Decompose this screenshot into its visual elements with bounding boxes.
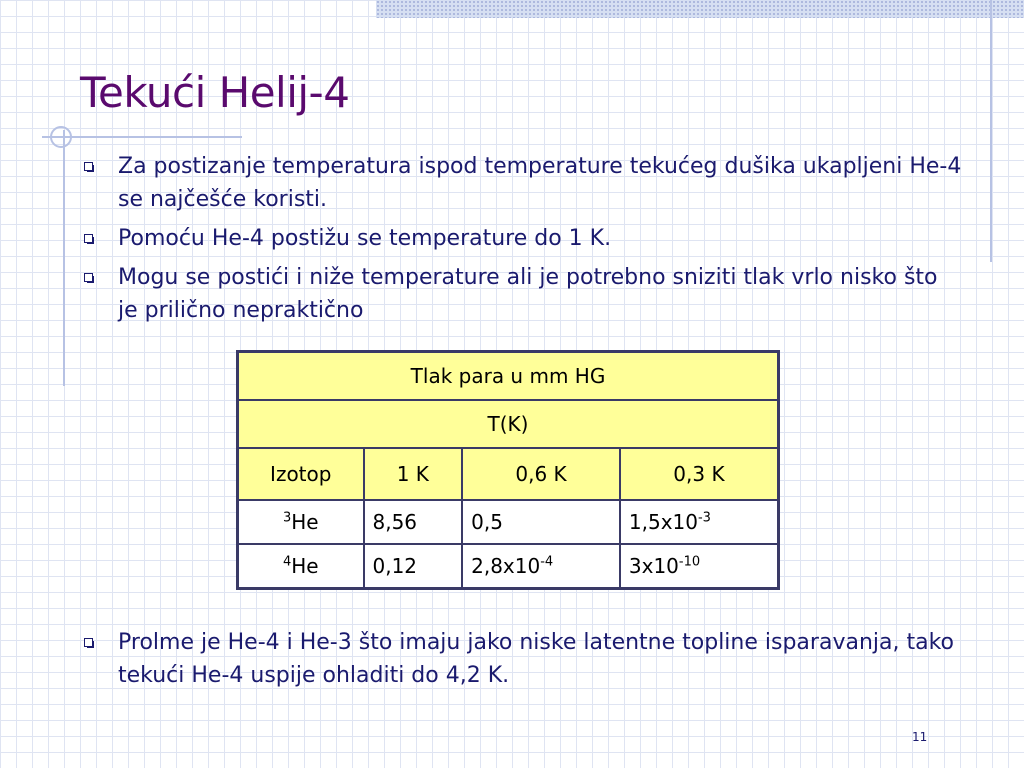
column-header: Izotop	[238, 448, 364, 500]
cell-value: 8,56	[372, 510, 418, 534]
cell-exponent: -3	[697, 510, 711, 526]
element-symbol: He	[291, 554, 319, 578]
bullet-text: Pomoću He-4 postižu se temperature do 1 K.	[118, 226, 612, 251]
checkbox-square-icon	[84, 162, 93, 171]
cell-value: 0,12	[372, 554, 418, 578]
table-row	[238, 544, 779, 589]
element-symbol: He	[291, 510, 319, 534]
mass-number: 4	[282, 554, 292, 570]
bullet-item	[82, 261, 962, 327]
bullet-text: Mogu se postići i niže temperature ali je potrebno sniziti tlak vrlo nisko što je prilično nepraktično	[118, 265, 938, 323]
bullet-item	[82, 150, 962, 216]
table-cell	[620, 544, 779, 589]
table-subcaption: T(K)	[238, 400, 779, 448]
table-cell	[462, 544, 620, 589]
mass-number: 3	[282, 510, 292, 526]
cell-exponent: -10	[678, 554, 701, 570]
vapor-pressure-table	[236, 350, 780, 590]
isotope-cell	[238, 500, 364, 544]
left-decorative-rule	[63, 130, 65, 386]
checkbox-square-icon	[84, 234, 93, 243]
bullet-text: Za postizanje temperatura ispod temperature tekućeg dušika ukapljeni He-4 se najčešće koristi.	[118, 154, 962, 212]
column-header: 0,3 K	[620, 448, 779, 500]
cell-value: 0,5	[471, 510, 503, 534]
isotope-cell	[238, 544, 364, 589]
cell-exponent: -4	[540, 554, 554, 570]
bullet-list	[82, 150, 962, 333]
table-cell	[462, 500, 620, 544]
bullet-item	[82, 626, 962, 692]
checkbox-square-icon	[84, 638, 93, 647]
page-number: 11	[912, 730, 928, 744]
table-caption: Tlak para u mm HG	[238, 352, 779, 401]
bullet-list-after-table	[82, 626, 962, 698]
bullet-item	[82, 222, 962, 255]
cell-value: 1,5x10	[628, 510, 698, 534]
cell-value: 3x10	[628, 554, 679, 578]
cell-value: 2,8x10	[471, 554, 541, 578]
column-header: 1 K	[364, 448, 463, 500]
column-header: 0,6 K	[462, 448, 620, 500]
title-underline-rule	[42, 136, 242, 138]
top-decorative-band	[376, 0, 1024, 18]
right-decorative-rule	[990, 0, 992, 262]
bullet-text: Prolme je He-4 i He-3 što imaju jako niske latentne topline isparavanja, tako tekući He-4 uspije ohladiti do 4,2 K.	[118, 630, 954, 688]
checkbox-square-icon	[84, 273, 93, 282]
table-cell	[620, 500, 779, 544]
crosshair-circle-icon	[50, 126, 72, 148]
slide-title: Tekući Helij-4	[80, 68, 350, 117]
table-cell	[364, 544, 463, 589]
table-row	[238, 500, 779, 544]
table-cell	[364, 500, 463, 544]
